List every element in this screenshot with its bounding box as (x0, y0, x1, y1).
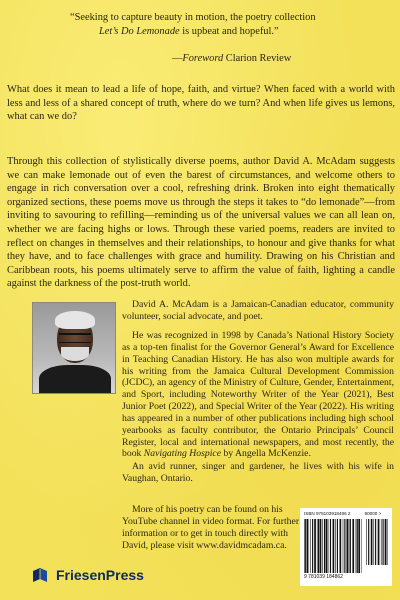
bio-book-title: Navigating Hospice (143, 448, 222, 460)
bio-paragraph-3: An avid runner, singer and gardener, he lives with his wife in Vaughan, Ontario. (122, 461, 394, 484)
author-photo (32, 302, 116, 394)
review-quote (70, 11, 370, 38)
publisher-logo (30, 565, 144, 585)
addon-bars (366, 519, 388, 565)
quote-line-1: “Seeking to capture beauty in motion, the poetry collection (70, 12, 316, 23)
friesenpress-book-logo (30, 565, 50, 585)
description-paragraph: Through this collection of stylistically diverse poems, author David A. McAdam suggests we can make lemonade out of even the barest of circumstances, and welcome others to engage in rich conversation over a cool, refreshing drink. Broken into eight thematically organized sections, these poems move us through the steps it takes to “do lemonade”—from inviting to savouring to refilling—reminding us of the universal values we can all lean on, whether we are facing highs or lows. Through these varied poems, readers are invited to reflect on changes in themselves and their relationships, to honour and give thanks for what they have, and to face challenges with grace and humility. Drawing on his Christian and Caribbean roots, his poems ultimately serve to affirm the value of faith, lighting a candle against the darkness of the post-truth world. (7, 156, 395, 290)
barcode-digits: 9 781039 184862 (304, 574, 343, 580)
attribution-name: Clarion Review (223, 53, 292, 64)
bio-paragraph-2 (122, 330, 394, 460)
bio-p2-text: He was recognized in 1998 by Canada’s National History Society as a top-ten finalist for the Governor General’s Award for Excellence in Teaching Canadian History. He has also won multiple awards for his writing from the Jamaica Cultural Development Commission (JCDC), an agency of the Ministry of Culture, Gender, Entertainment, and Sport, including Noteworthy Writer of the Year (2021), Best Junior Poet (2022), and Special Writer of the Year (2022). His writing has appeared in a number of other publications including high school yearbooks as faculty contributor, the Ontario Principals’ Council Register, local and international newspapers, and most recently, the book (122, 330, 394, 460)
intro-paragraph: What does it mean to lead a life of hope, faith, and virtue? When faced with a world with less and less of a shared concept of truth, where do we turn? And when life gives us lemons, what can we do? (7, 84, 395, 123)
quote-line-2-rest: is upbeat and hopeful.” (179, 25, 279, 37)
publisher-name: FriesenPress (56, 567, 144, 583)
quote-book-title: Let’s Do Lemonade (99, 25, 180, 37)
quote-attribution (172, 53, 291, 64)
bio-p2-end: by Angella McKenzie. (221, 448, 311, 460)
attribution-dash: — (172, 53, 183, 64)
attribution-source: Foreword (182, 53, 224, 64)
isbn-barcode (300, 508, 392, 586)
quote-line-2 (70, 25, 370, 39)
more-info-paragraph: More of his poetry can be found on his YouTube channel in video format. For further information or to get in touch directly with David, please visit www.davidmcadam.ca. (122, 504, 300, 551)
ean-bars (304, 519, 362, 573)
price-code: 90000 > (364, 511, 382, 516)
bio-paragraph-1: David A. McAdam is a Jamaican-Canadian educator, community volunteer, social advocate, and poet. (122, 299, 394, 322)
isbn-label: ISBN 978103918486 2 90000 > (304, 511, 382, 516)
